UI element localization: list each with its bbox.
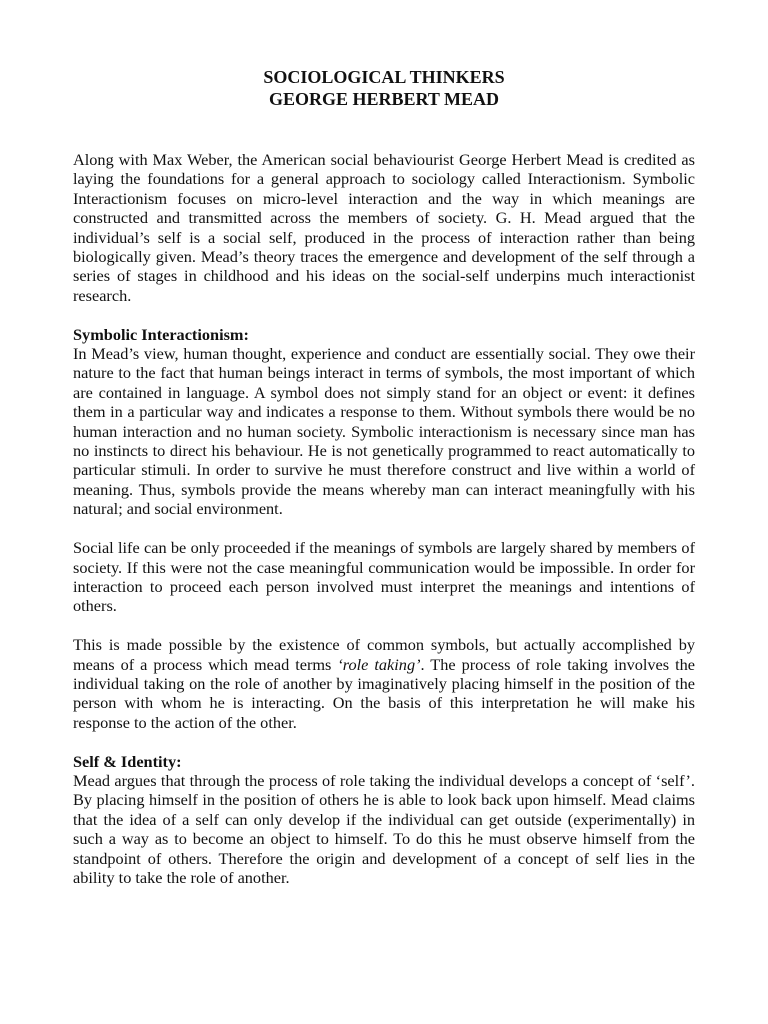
document-page: [73, 66, 695, 907]
role-taking-term: ‘role taking’: [337, 654, 421, 674]
section-heading-symbolic-interactionism: Symbolic Interactionism:: [73, 324, 249, 344]
self-identity-paragraph: Mead argues that through the process of role taking the individual develops a concept of ‘self’. By placing himself in the position of others he is able to look back upon himself. Mead claims that the idea of a self can only develop if the individual can get outside (experimentally) in such a way as to become an object to himself. To do this he must observe himself from the standpoint of others. Therefore the origin and development of a concept of self lies in the ability to take the role of another.: [73, 770, 695, 887]
symbolic-interactionism-paragraph-1: In Mead’s view, human thought, experience and conduct are essentially social. They owe their nature to the fact that human beings interact in terms of symbols, the most important of which are contained in language. A symbol does not simply stand for an object or event: it defines them in a particular way and indicates a response to them. Without symbols there would be no human interaction and no human society. Symbolic interactionism is necessary since man has no instincts to direct his behaviour. He is not genetically programmed to react automatically to particular stimuli. In order to survive he must therefore construct and live within a world of meaning. Thus, symbols provide the means whereby man can interact meaningfully with his natural; and social environment.: [73, 344, 695, 519]
document-subtitle: GEORGE HERBERT MEAD: [268, 89, 500, 109]
paragraph-text: This is made possible by the existence of common symbols, but actually accomplished by means of a process which mead terms: [73, 635, 695, 674]
symbolic-interactionism-paragraph-3: [73, 635, 695, 732]
paragraph-text: . The process of role taking involves the individual taking on the role of another by imaginatively placing himself in the position of the person with whom he is interacting. On the basis of this interpretation he will make his response to the action of the other.: [73, 654, 695, 732]
title-block: [73, 66, 695, 110]
section-heading-self-identity: Self & Identity:: [73, 751, 182, 771]
symbolic-interactionism-paragraph-2: Social life can be only proceeded if the meanings of symbols are largely shared by members of society. If this were not the case meaningful communication would be impossible. In order for interaction to proceed each person involved must interpret the meanings and intentions of others.: [73, 538, 695, 616]
document-title: SOCIOLOGICAL THINKERS: [263, 67, 505, 87]
intro-paragraph: Along with Max Weber, the American social behaviourist George Herbert Mead is credited as laying the foundations for a general approach to sociology called Interactionism. Symbolic Interactionism focuses on micro-level interaction and the way in which meanings are constructed and transmitted across the members of society. G. H. Mead argued that the individual’s self is a social self, produced in the process of interaction rather than being biologically given. Mead’s theory traces the emergence and development of the self through a series of stages in childhood and his ideas on the social-self underpins much interactionist research.: [73, 150, 695, 305]
